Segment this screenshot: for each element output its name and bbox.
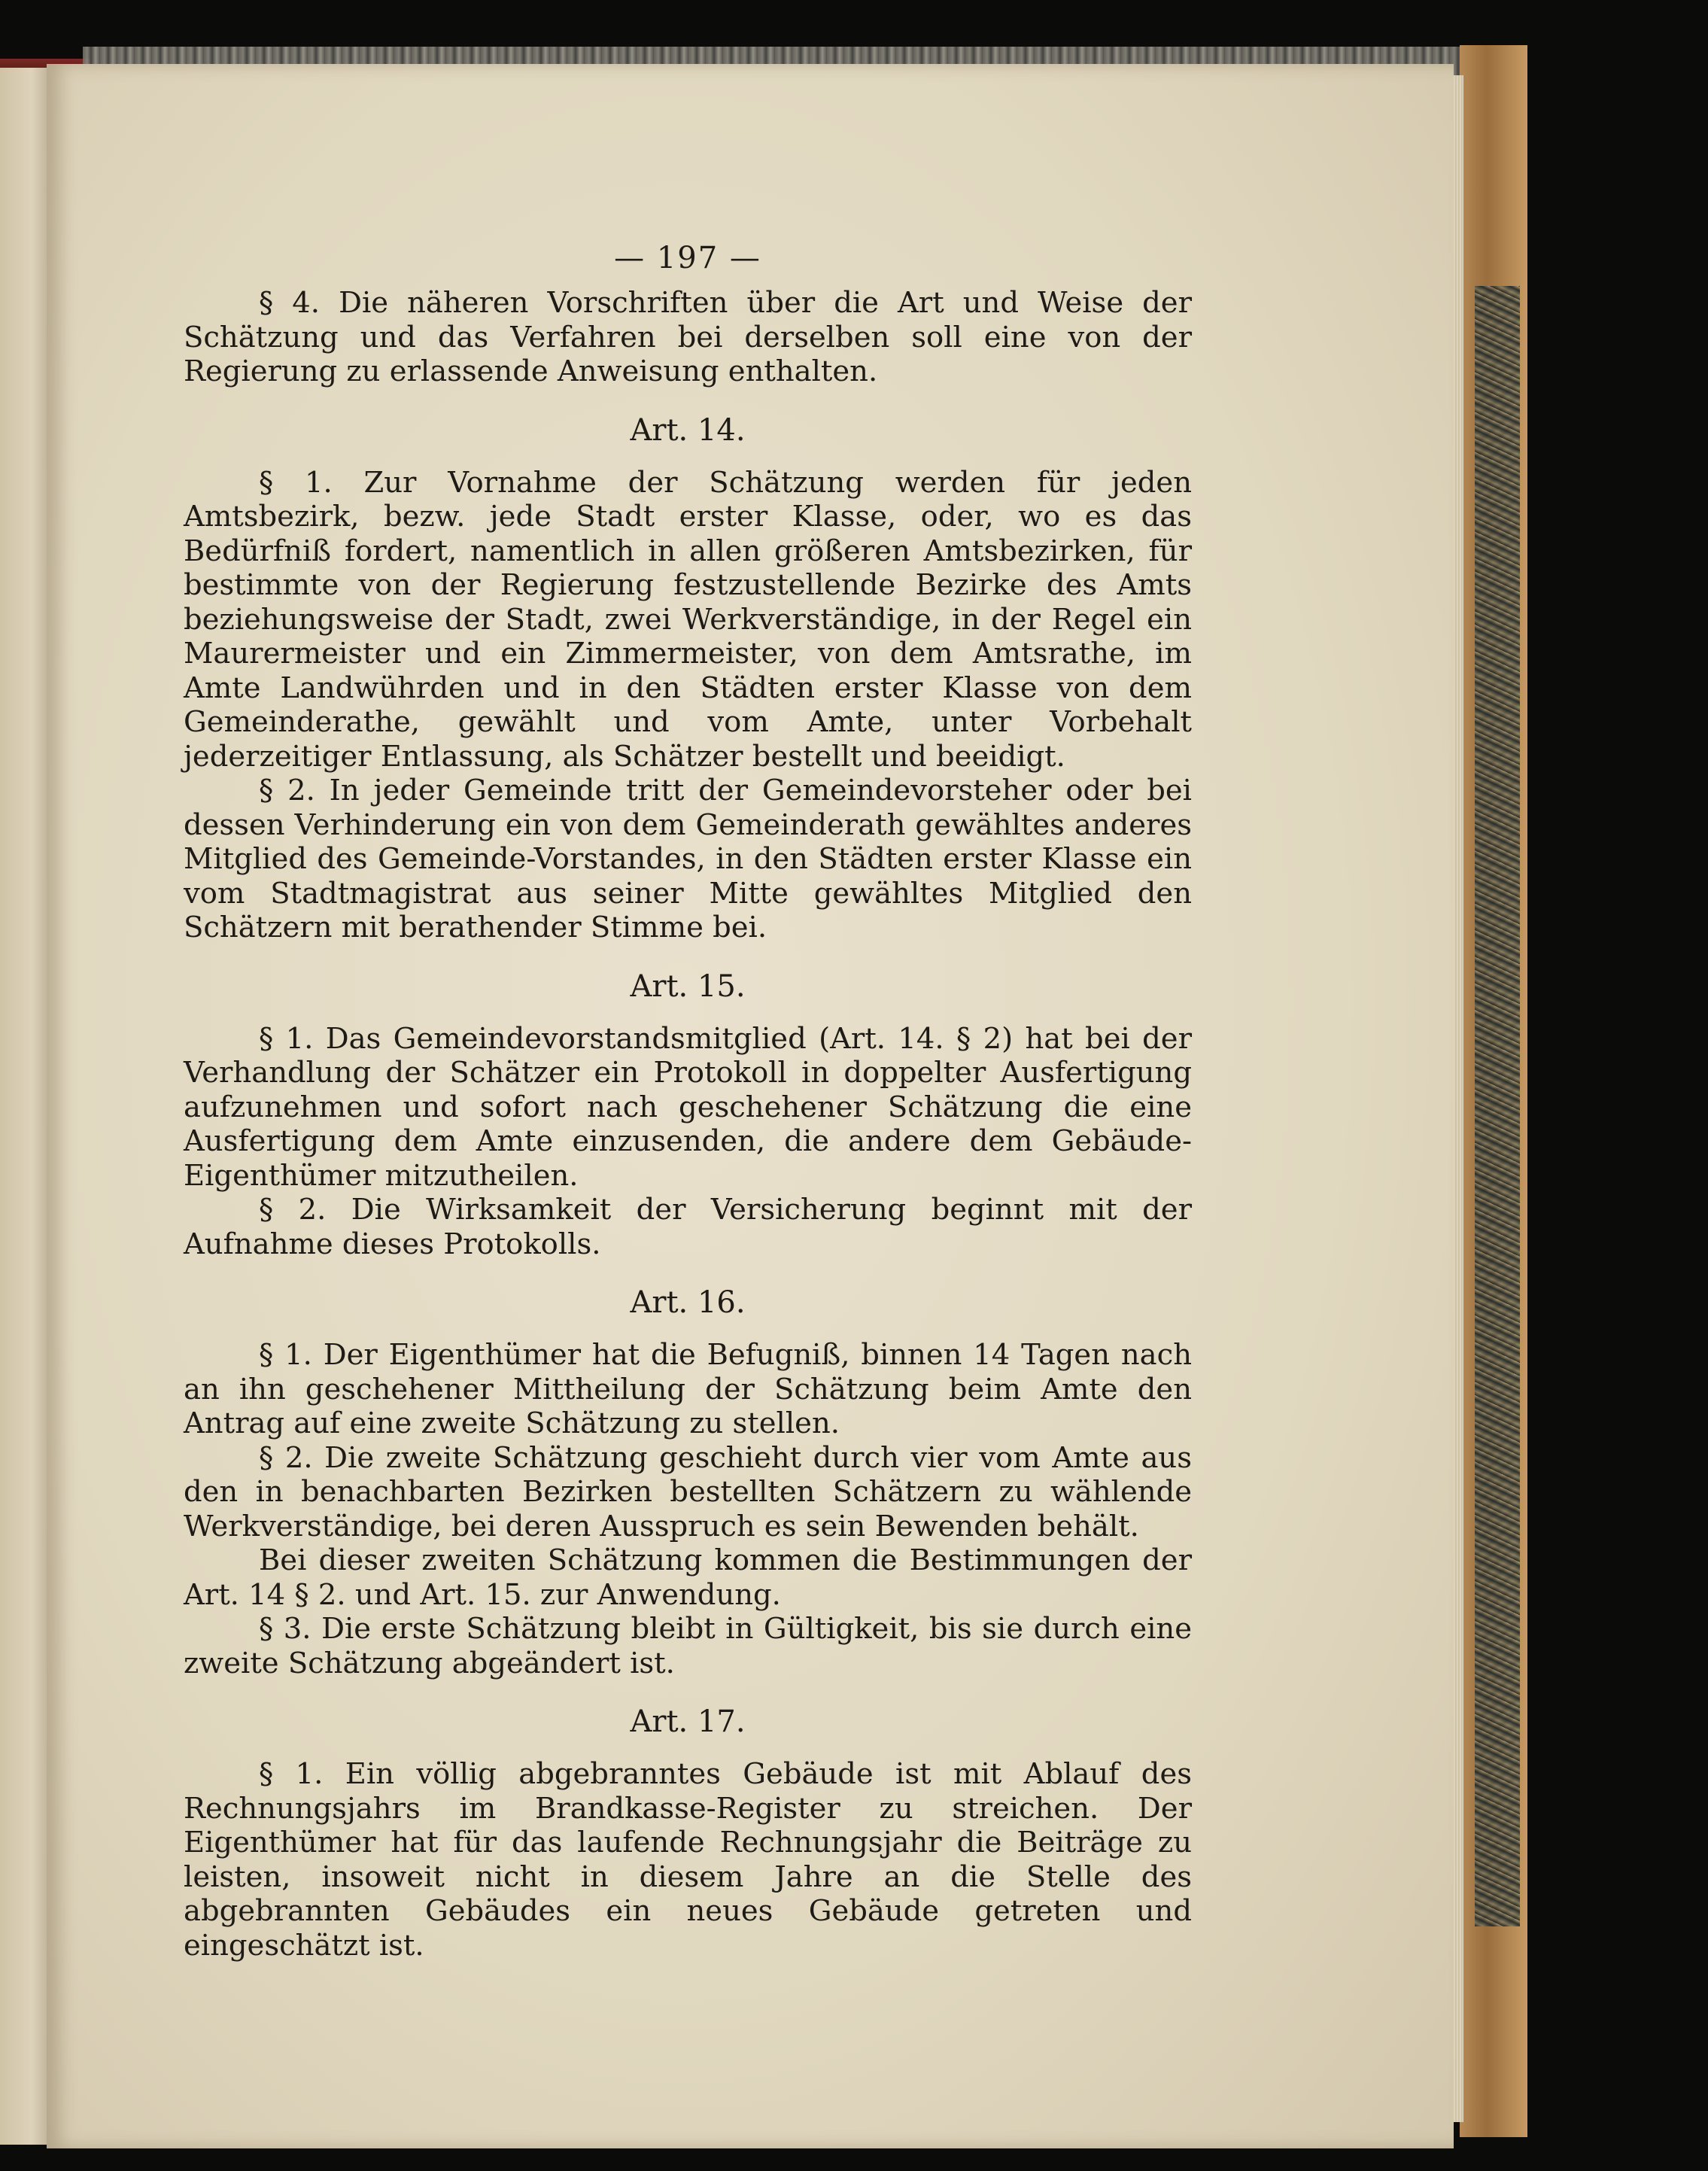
section-continuation: [184, 286, 1192, 389]
section-art-14: [184, 412, 1192, 945]
article-heading: Art. 14.: [630, 412, 746, 448]
article-heading: Art. 17.: [630, 1704, 746, 1739]
section-art-15: [184, 968, 1192, 1262]
section-art-16: [184, 1284, 1192, 1680]
marbled-paper-edge: [1475, 286, 1520, 1926]
page-number: — 197 —: [614, 241, 761, 275]
page-text: [184, 239, 1192, 1963]
section-art-17: [184, 1703, 1192, 1963]
paragraph: § 1. Das Gemeindevorstandsmitglied (Art. 14. § 2) hat bei der Verhandlung der Schätzer ein Protokoll in doppelter Ausfertigung aufzunehmen und sofort nach geschehener Schätzung die eine Ausfertigung dem Amte einzusenden, die andere dem Gebäude-Eigenthümer mitzutheilen.: [184, 1021, 1192, 1193]
paragraph: § 1. Der Eigenthümer hat die Befugniß, binnen 14 Tagen nach an ihn geschehener Mittheilung der Schätzung beim Amte den Antrag auf eine zweite Schätzung zu stellen.: [184, 1338, 1192, 1440]
paragraph: § 3. Die erste Schätzung bleibt in Gültigkeit, bis sie durch eine zweite Schätzung abgeändert ist.: [184, 1612, 1192, 1680]
paragraph: § 1. Zur Vornahme der Schätzung werden für jeden Amtsbezirk, bezw. jede Stadt erster Klasse, oder, wo es das Bedürfniß fordert, namentlich in allen größeren Amtsbezirken, für bestimmte von der Regierung festzustellende Bezirke des Amts beziehungsweise der Stadt, zwei Werkverständige, in der Regel ein Maurermeister und ein Zimmermeister, von dem Amtsrathe, im Amte Landwührden und in den Städten erster Klasse von dem Gemeinderathe, gewählt und vom Amte, unter Vorbehalt jederzeitiger Entlassung, als Schätzer bestellt und beeidigt.: [184, 465, 1192, 774]
paragraph: § 1. Ein völlig abgebranntes Gebäude ist mit Ablauf des Rechnungsjahrs im Brandkasse-Register zu streichen. Der Eigenthümer hat für das laufende Rechnungsjahr die Beiträge zu leisten, insoweit nicht in diesem Jahre an die Stelle des abgebrannten Gebäudes ein neues Gebäude getreten und eingeschätzt ist.: [184, 1757, 1192, 1963]
article-heading: Art. 16.: [630, 1285, 746, 1320]
paragraph: § 2. Die Wirksamkeit der Versicherung beginnt mit der Aufnahme dieses Protokolls.: [184, 1193, 1192, 1261]
paragraph: § 2. Die zweite Schätzung geschieht durch vier vom Amte aus den in benachbarten Bezirken bestellten Schätzern zu wählende Werkverständige, bei deren Ausspruch es sein Bewenden behält.: [184, 1440, 1192, 1543]
paragraph: § 2. In jeder Gemeinde tritt der Gemeindevorsteher oder bei dessen Verhinderung ein von dem Gemeinderath gewähltes anderes Mitglied des Gemeinde-Vorstandes, in den Städten erster Klasse ein vom Stadtmagistrat aus seiner Mitte gewähltes Mitglied den Schätzern mit berathender Stimme bei.: [184, 774, 1192, 944]
paragraph: Bei dieser zweiten Schätzung kommen die Bestimmungen der Art. 14 § 2. und Art. 15. zur Anwendung.: [184, 1543, 1192, 1612]
facing-page-edge: [0, 68, 53, 2145]
paragraph: § 4. Die näheren Vorschriften über die Art und Weise der Schätzung und das Verfahren bei derselben soll eine von der Regierung zu erlassende Anweisung enthalten.: [184, 286, 1192, 388]
article-heading: Art. 15.: [630, 968, 746, 1004]
